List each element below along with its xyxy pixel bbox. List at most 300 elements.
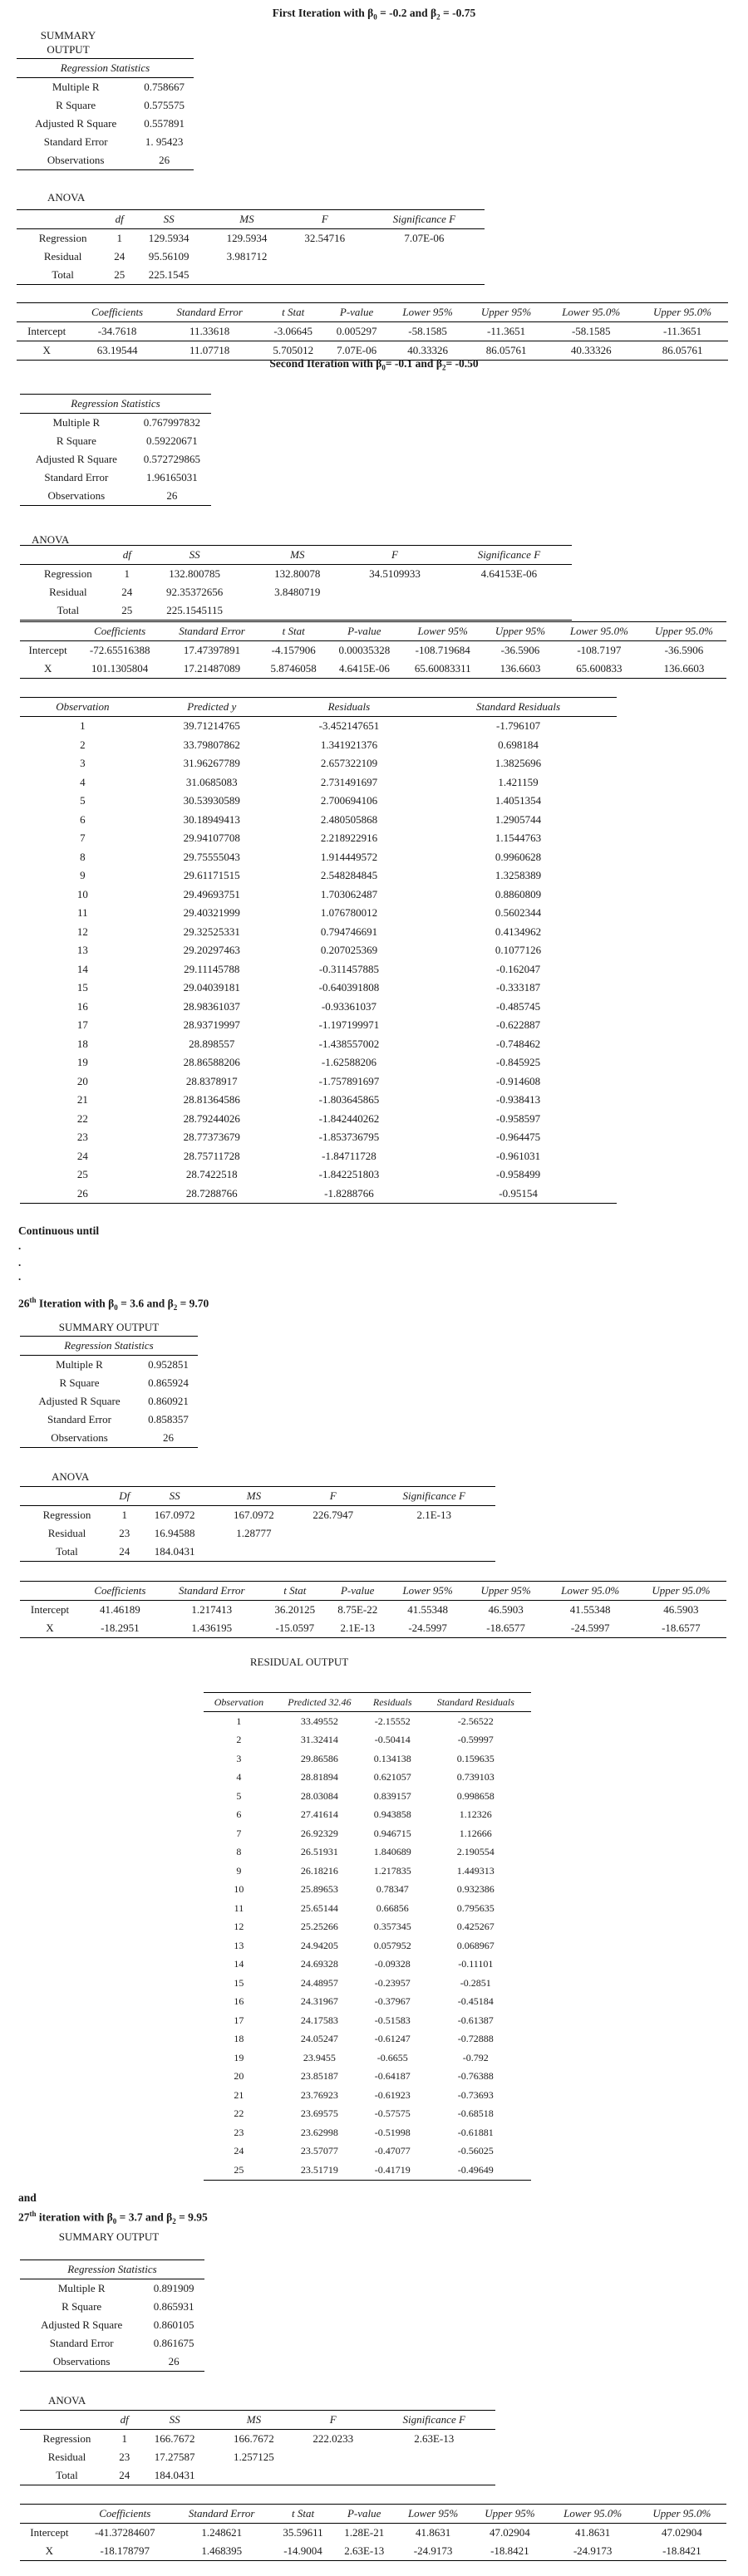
cell-value: -0.76388 (457, 2070, 494, 2083)
cell-value: -0.640391808 (318, 981, 380, 994)
row-label: Residual (43, 250, 82, 263)
table-row (17, 78, 194, 97)
cell-value: 41.8631 (575, 2526, 611, 2539)
stat-label: Multiple R (52, 81, 100, 93)
row-label: Regression (42, 2432, 91, 2445)
column-header: Upper 95% (471, 2505, 548, 2524)
table-header-row (20, 1582, 726, 1601)
cell-value: 2.218922916 (320, 832, 378, 845)
stat-value: 0.767997832 (143, 416, 200, 429)
cell-value: 41.55348 (407, 1603, 448, 1616)
cell-value: 24.69328 (300, 1958, 338, 1970)
cell-value: 0.4134962 (495, 925, 542, 938)
residual-table-2 (20, 697, 617, 1204)
cell-value: 7.07E-06 (404, 232, 445, 244)
cell-value: 132.800785 (169, 567, 220, 580)
row-label: 22 (234, 2107, 244, 2120)
row-label: 24 (234, 2145, 244, 2157)
cell-value (293, 2448, 372, 2466)
cell-value: -0.61881 (457, 2126, 494, 2138)
row-label: 1 (236, 1715, 242, 1727)
table-row (204, 1862, 531, 1881)
table-row (20, 565, 572, 584)
anova-title-1: ANOVA (47, 191, 86, 204)
cell-value: -15.0597 (263, 1619, 327, 1638)
table-row (20, 1619, 726, 1638)
cell-value: 1.248621 (201, 2526, 243, 2539)
cell-value: 24.05247 (300, 2033, 338, 2045)
cell-value: 1.840689 (373, 1846, 411, 1858)
table-row (17, 133, 194, 151)
stat-value: 0.860105 (153, 2318, 194, 2331)
row-label: 4 (80, 775, 86, 788)
cell-value: 28.79244026 (183, 1111, 240, 1125)
row-label: 11 (234, 1901, 244, 1914)
column-header: Coefficients (76, 622, 164, 641)
table-row (20, 1411, 198, 1429)
cell-value: 2.731491697 (320, 775, 378, 788)
table-row (20, 886, 617, 905)
row-label: 26 (20, 1185, 145, 1204)
column-header: Standard Error (158, 303, 262, 322)
cell-value: 1.703062487 (320, 887, 378, 900)
subscript: 0 (373, 12, 377, 22)
cell-value: 5.705012 (261, 341, 324, 361)
cell-value: 23.9455 (303, 2051, 336, 2063)
column-header: Significance F (364, 210, 485, 229)
row-label: Intercept (28, 644, 67, 656)
cell-value (208, 266, 286, 285)
column-header: Lower 95% (388, 303, 467, 322)
cell-value: 8.75E-22 (337, 1603, 378, 1616)
cell-value: -58.1585 (408, 325, 447, 337)
cell-value: 24 (114, 1543, 135, 1562)
cell-value: -34.7618 (97, 325, 137, 337)
cell-value: 0.795635 (456, 1901, 495, 1914)
coefficients-table-26 (20, 1581, 726, 1638)
stat-label: Adjusted R Square (35, 453, 117, 465)
cell-value: 136.6603 (484, 660, 557, 679)
table-row (20, 1543, 495, 1562)
cell-value: 1.4051354 (495, 794, 542, 807)
cell-value: 26.51931 (300, 1846, 338, 1858)
cell-value: -24.5997 (389, 1619, 467, 1638)
cell-value: 29.20297463 (183, 944, 240, 957)
row-label: 12 (234, 1921, 244, 1933)
cell-value: 184.0431 (135, 1543, 214, 1562)
cell-value: 7.07E-06 (325, 341, 388, 361)
cell-value (214, 1543, 293, 1562)
summary-output-title-26: SUMMARY OUTPUT (58, 1321, 160, 1333)
table-row (20, 1524, 495, 1543)
cell-value: 222.0233 (312, 2432, 354, 2445)
table-row (17, 151, 194, 170)
cell-value (293, 1543, 372, 1562)
cell-value: 0.9960628 (495, 850, 542, 863)
iteration-2-heading (0, 357, 748, 372)
table-row (20, 432, 211, 450)
column-header: Upper 95% (484, 622, 557, 641)
row-label: 16 (234, 1995, 244, 2008)
row-label: 4 (236, 1771, 242, 1784)
cell-value (372, 1524, 495, 1543)
cell-value: 34.5109933 (369, 567, 421, 580)
cell-value: -18.6577 (467, 1619, 545, 1638)
cell-value: -0.748462 (495, 1037, 541, 1050)
table-row (20, 1035, 617, 1054)
cell-value: 1.217835 (373, 1864, 411, 1877)
column-header (17, 303, 76, 322)
cell-value: 167.0972 (154, 1509, 195, 1521)
column-header: MS (214, 2411, 293, 2430)
cell-value: 4.6415E-06 (327, 660, 401, 679)
cell-value: 29.40321999 (183, 906, 240, 920)
column-header: Upper 95.0% (636, 1582, 726, 1601)
cell-value: 1.468395 (171, 2542, 273, 2561)
cell-value: -0.958499 (495, 1168, 541, 1181)
cell-value: 30.53930589 (183, 794, 240, 807)
residual-table-26 (204, 1692, 531, 2181)
cell-value: 1.436195 (160, 1619, 263, 1638)
heading-text: = 3.6 and β (117, 1297, 174, 1310)
anova-title-2: ANOVA (32, 533, 70, 546)
heading-text: First Iteration with β (272, 7, 374, 19)
table-header-row (17, 210, 485, 229)
cell-value: -18.178797 (79, 2542, 171, 2561)
cell-value: 2.1E-13 (416, 1509, 451, 1521)
column-header: F (343, 546, 446, 565)
table-header-row (20, 395, 211, 414)
cell-value: -2.15552 (374, 1715, 411, 1727)
table-row (20, 736, 617, 755)
row-label: Residual (47, 2451, 86, 2463)
cell-value: -18.8421 (637, 2542, 726, 2561)
cell-value: 1.341921376 (320, 738, 378, 751)
table-row (20, 1053, 617, 1072)
row-label: Total (20, 601, 116, 621)
cell-value: 36.20125 (274, 1603, 316, 1616)
column-header: SS (135, 1487, 214, 1506)
table-row (20, 583, 572, 601)
anova-title-27: ANOVA (48, 2394, 86, 2407)
cell-value: 24.17583 (300, 2014, 338, 2026)
cell-value: 29.94107708 (183, 832, 240, 845)
anova-title-26: ANOVA (52, 1470, 90, 1483)
row-label: 6 (236, 1808, 242, 1821)
cell-value: 28.86588206 (183, 1056, 240, 1069)
stat-value: 26 (135, 151, 194, 170)
cell-value: 47.02904 (490, 2526, 530, 2539)
column-header: Standard Residuals (420, 698, 617, 717)
table-row (204, 1918, 531, 1937)
cell-value: 1.2905744 (495, 812, 542, 826)
stat-value: 1. 95423 (145, 135, 184, 148)
cell-value: 0.932386 (456, 1883, 495, 1896)
cell-value: 28.7288766 (145, 1185, 278, 1204)
cell-value: 46.5903 (488, 1603, 524, 1616)
cell-value: 4.64153E-06 (480, 567, 538, 580)
cell-value: 101.1305804 (76, 660, 164, 679)
continuation-block (0, 1224, 748, 1283)
cell-value: 23.51719 (274, 2161, 365, 2180)
stat-value: 0.557891 (144, 117, 185, 130)
cell-value: 86.05761 (467, 341, 546, 361)
anova-table-26 (20, 1486, 495, 1562)
table-row (20, 848, 617, 867)
cell-value: 24 (114, 250, 125, 263)
cell-value: 16.94588 (154, 1527, 195, 1539)
table-row (20, 773, 617, 792)
table-header-row (20, 2505, 726, 2524)
subscript: 2 (173, 1303, 178, 1313)
cell-value: 29.32525331 (183, 925, 240, 938)
cell-value: 0.8860809 (495, 887, 542, 900)
heading-text: 27 (18, 2210, 30, 2224)
column-header: F (286, 210, 364, 229)
cell-value: 1.257125 (234, 2451, 274, 2463)
stat-value: 1.96165031 (145, 471, 198, 483)
row-label: X (20, 2542, 79, 2561)
cell-value: 30.18949413 (183, 812, 240, 826)
column-header: F (293, 1487, 372, 1506)
column-header: P-value (325, 303, 388, 322)
summary-output-title-27: SUMMARY OUTPUT (58, 2230, 160, 2243)
cell-value: 41.55348 (569, 1603, 611, 1616)
table-row (20, 1392, 198, 1411)
cell-value: 226.7947 (312, 1509, 354, 1521)
row-label: 5 (236, 1789, 242, 1802)
cell-value: 41.46189 (100, 1603, 140, 1616)
row-label: 19 (76, 1056, 88, 1069)
coefficients-table-2 (20, 621, 726, 679)
column-header: Observation (204, 1693, 274, 1712)
cell-value: 46.5903 (663, 1603, 699, 1616)
cell-value: -0.50414 (374, 1734, 411, 1746)
cell-value: -0.72888 (457, 2033, 494, 2045)
cell-value: 35.59611 (283, 2526, 323, 2539)
cell-value: -0.961031 (495, 1149, 541, 1162)
stat-value: 0.865931 (153, 2300, 194, 2313)
cell-value: -0.964475 (495, 1131, 541, 1144)
subscript: 2 (436, 12, 440, 22)
table-row (17, 115, 194, 133)
cell-value: -0.6655 (376, 2051, 408, 2063)
cell-value: 5.8746058 (260, 660, 327, 679)
stat-label: Multiple R (52, 416, 101, 429)
cell-value: -1.757891697 (318, 1074, 380, 1087)
table-row (204, 2068, 531, 2087)
cell-value: -24.9173 (395, 2542, 471, 2561)
table-row (17, 322, 728, 341)
cell-value: 25.89653 (300, 1883, 338, 1896)
cell-value: 0.425267 (456, 1921, 495, 1933)
stat-value: 0.861675 (153, 2337, 194, 2349)
column-header: df (116, 546, 138, 565)
cell-value: 41.8631 (415, 2526, 451, 2539)
cell-value: 0.357345 (373, 1921, 411, 1933)
cell-value: -24.5997 (545, 1619, 636, 1638)
table-row (204, 1843, 531, 1862)
row-label: 2 (80, 738, 86, 751)
table-row (20, 450, 211, 469)
column-header: t Stat (273, 2505, 334, 2524)
heading-text: = -0.1 and β (385, 357, 442, 370)
cell-value: 3.8480719 (274, 586, 321, 598)
table-header-row (20, 2411, 495, 2430)
row-label: 13 (234, 1939, 244, 1951)
row-label: 23 (234, 2126, 244, 2138)
table-row (20, 2316, 204, 2334)
row-label: 10 (76, 887, 88, 900)
cell-value: -1.438557002 (318, 1037, 380, 1050)
column-header: Lower 95% (395, 2505, 471, 2524)
cell-value: 31.96267789 (183, 757, 240, 770)
cell-value: -0.45184 (457, 1995, 494, 2008)
row-label: 3 (80, 757, 86, 770)
column-header: Upper 95.0% (642, 622, 726, 641)
regression-statistics-table-2 (20, 394, 211, 506)
subscript: 2 (441, 363, 446, 372)
cell-value: 86.05761 (637, 341, 728, 361)
stat-value: 0.865924 (148, 1376, 189, 1389)
row-label: 16 (76, 999, 88, 1013)
cell-value: -2.56522 (457, 1715, 494, 1727)
summary-title-line1: SUMMARY (40, 29, 96, 42)
cell-value: 1.421159 (498, 775, 539, 788)
row-label: X (20, 1619, 80, 1638)
cell-value: 0.998658 (456, 1789, 495, 1802)
coefficients-table-1 (17, 302, 728, 361)
cell-value: 0.621057 (373, 1771, 411, 1784)
cell-value: 0.943858 (373, 1808, 411, 1821)
cell-value: 0.66856 (376, 1901, 409, 1914)
column-header: Observation (20, 698, 145, 717)
stat-label: Multiple R (56, 1358, 103, 1371)
row-label: 25 (204, 2161, 274, 2180)
table-row (17, 96, 194, 115)
cell-value: 28.75711728 (183, 1149, 240, 1162)
heading-text: = 9.95 (175, 2210, 208, 2224)
row-label: 6 (80, 812, 86, 826)
column-header: Standard Error (160, 1582, 263, 1601)
stat-value: 26 (133, 487, 211, 506)
cell-value: 2.657322109 (320, 757, 378, 770)
column-header: MS (208, 210, 286, 229)
table-row (204, 1936, 531, 1955)
table-row (20, 2542, 726, 2561)
table-row (204, 1806, 531, 1825)
cell-value: -0.622887 (495, 1018, 541, 1032)
stat-label: Adjusted R Square (35, 117, 117, 130)
table-row (20, 941, 617, 960)
cell-value: 1.12326 (459, 1808, 492, 1821)
table-row (20, 1185, 617, 1204)
stat-label: Standard Error (43, 135, 108, 148)
cell-value: -0.938413 (495, 1093, 541, 1106)
cell-value: 1.076780012 (320, 906, 378, 920)
table-row (20, 979, 617, 998)
heading-text: = -0.75 (440, 7, 476, 19)
cell-value: -0.57575 (374, 2107, 411, 2120)
row-label: 15 (234, 1976, 244, 1989)
cell-value: -0.51998 (374, 2126, 411, 2138)
table-row (20, 792, 617, 811)
iteration-1-heading (0, 7, 748, 22)
column-header: Lower 95% (401, 622, 484, 641)
column-header: Coefficients (79, 2505, 171, 2524)
column-header: Significance F (446, 546, 572, 565)
cell-value: -0.73693 (457, 2088, 494, 2101)
stat-label: Observations (17, 151, 135, 170)
cell-value: -0.95154 (420, 1185, 617, 1204)
heading-text: Second Iteration with β (269, 357, 382, 370)
table-header-row (20, 546, 572, 565)
cell-value: 29.61171515 (183, 869, 240, 882)
cell-value: -36.5906 (664, 644, 704, 656)
table-header-row (20, 1337, 198, 1356)
cell-value: -0.61247 (374, 2033, 411, 2045)
table-row (20, 1091, 617, 1110)
table-header-row (17, 59, 194, 78)
cell-value: 24.48957 (300, 1976, 338, 1989)
cell-value: 17.47397891 (183, 644, 241, 656)
table-row (204, 1974, 531, 1993)
row-label: 23 (76, 1131, 88, 1144)
cell-value: 0.946715 (373, 1827, 411, 1839)
cell-value: 23.69575 (300, 2107, 338, 2120)
cell-value: 2.190554 (456, 1846, 495, 1858)
row-label: Total (20, 1543, 114, 1562)
cell-value: 1 (124, 567, 130, 580)
regression-statistics-table-27 (20, 2260, 204, 2372)
row-label: 20 (234, 2070, 244, 2083)
row-label: 20 (76, 1074, 88, 1087)
row-label: 17 (76, 1018, 88, 1032)
table-row (20, 754, 617, 773)
cell-value: -1.8288766 (278, 1185, 420, 1204)
cell-value: 0.739103 (456, 1771, 495, 1784)
cell-value: 0.068967 (456, 1939, 495, 1951)
table-row (20, 2334, 204, 2353)
stat-value: 26 (143, 2353, 204, 2372)
cell-value: 0.00035328 (338, 644, 391, 656)
cell-value (372, 2448, 495, 2466)
cell-value: 25.25266 (300, 1921, 338, 1933)
cell-value: -1.842251803 (318, 1168, 380, 1181)
row-label: X (20, 660, 76, 679)
cell-value (293, 2466, 372, 2485)
cell-value: -4.157906 (271, 644, 316, 656)
cell-value: 1.449313 (456, 1864, 495, 1877)
column-header (20, 1582, 80, 1601)
cell-value: 23.76923 (300, 2088, 338, 2101)
cell-value: 23.85187 (300, 2070, 338, 2083)
cell-value: 3.981712 (226, 250, 268, 263)
cell-value: -0.68518 (457, 2107, 494, 2120)
cell-value: 26.92329 (300, 1827, 338, 1839)
cell-value (293, 1524, 372, 1543)
table-header-row (20, 2260, 204, 2279)
cell-value: 129.5934 (226, 232, 268, 244)
cell-value: -1.84711728 (322, 1149, 376, 1162)
row-label: 11 (77, 906, 88, 920)
cell-value: -0.37967 (374, 1995, 411, 2008)
row-label: 2 (236, 1734, 242, 1746)
anova-table-1 (17, 209, 485, 285)
regression-statistics-table-1 (17, 58, 194, 170)
table-row (17, 229, 485, 248)
column-header (17, 210, 109, 229)
